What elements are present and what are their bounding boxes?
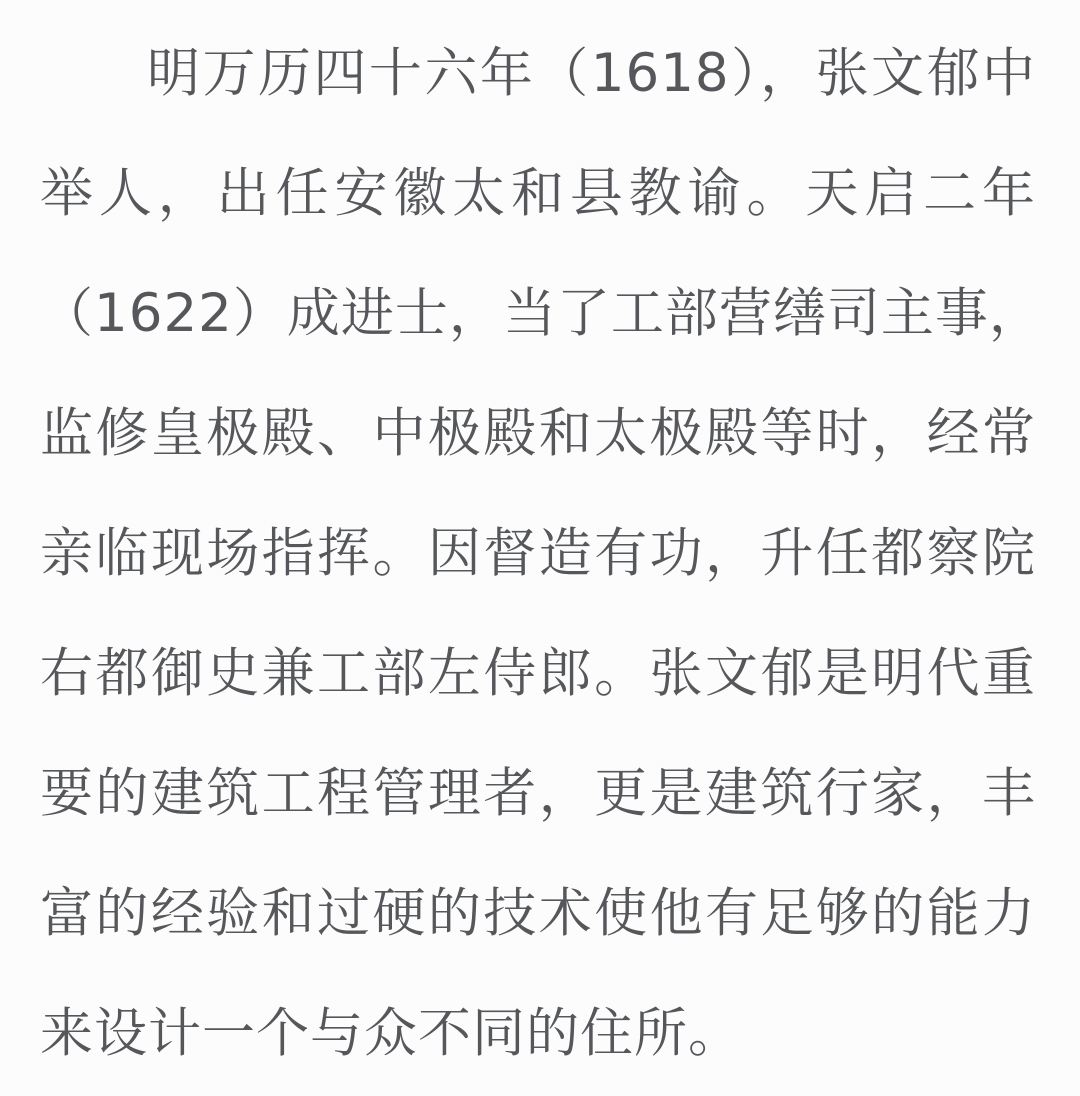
text-line: 亲临现场指挥。因督造有功，升任都察院 [40,523,1036,584]
text-line: 监修皇极殿、中极殿和太极殿等时，经常 [40,403,1036,464]
text-line: （1622）成进士，当了工部营缮司主事， [40,283,1043,344]
text-line: 明万历四十六年（1618），张文郁中 [147,43,1036,104]
text-line: 举人，出任安徽太和县教谕。天启二年 [40,163,1036,224]
text-line: 要的建筑工程管理者，更是建筑行家，丰 [40,763,1036,824]
text-line: 右都御史兼工部左侍郎。张文郁是明代重 [40,643,1036,704]
text-line: 富的经验和过硬的技术使他有足够的能力 [40,883,1036,944]
text-line: 来设计一个与众不同的住所。 [40,1003,742,1064]
